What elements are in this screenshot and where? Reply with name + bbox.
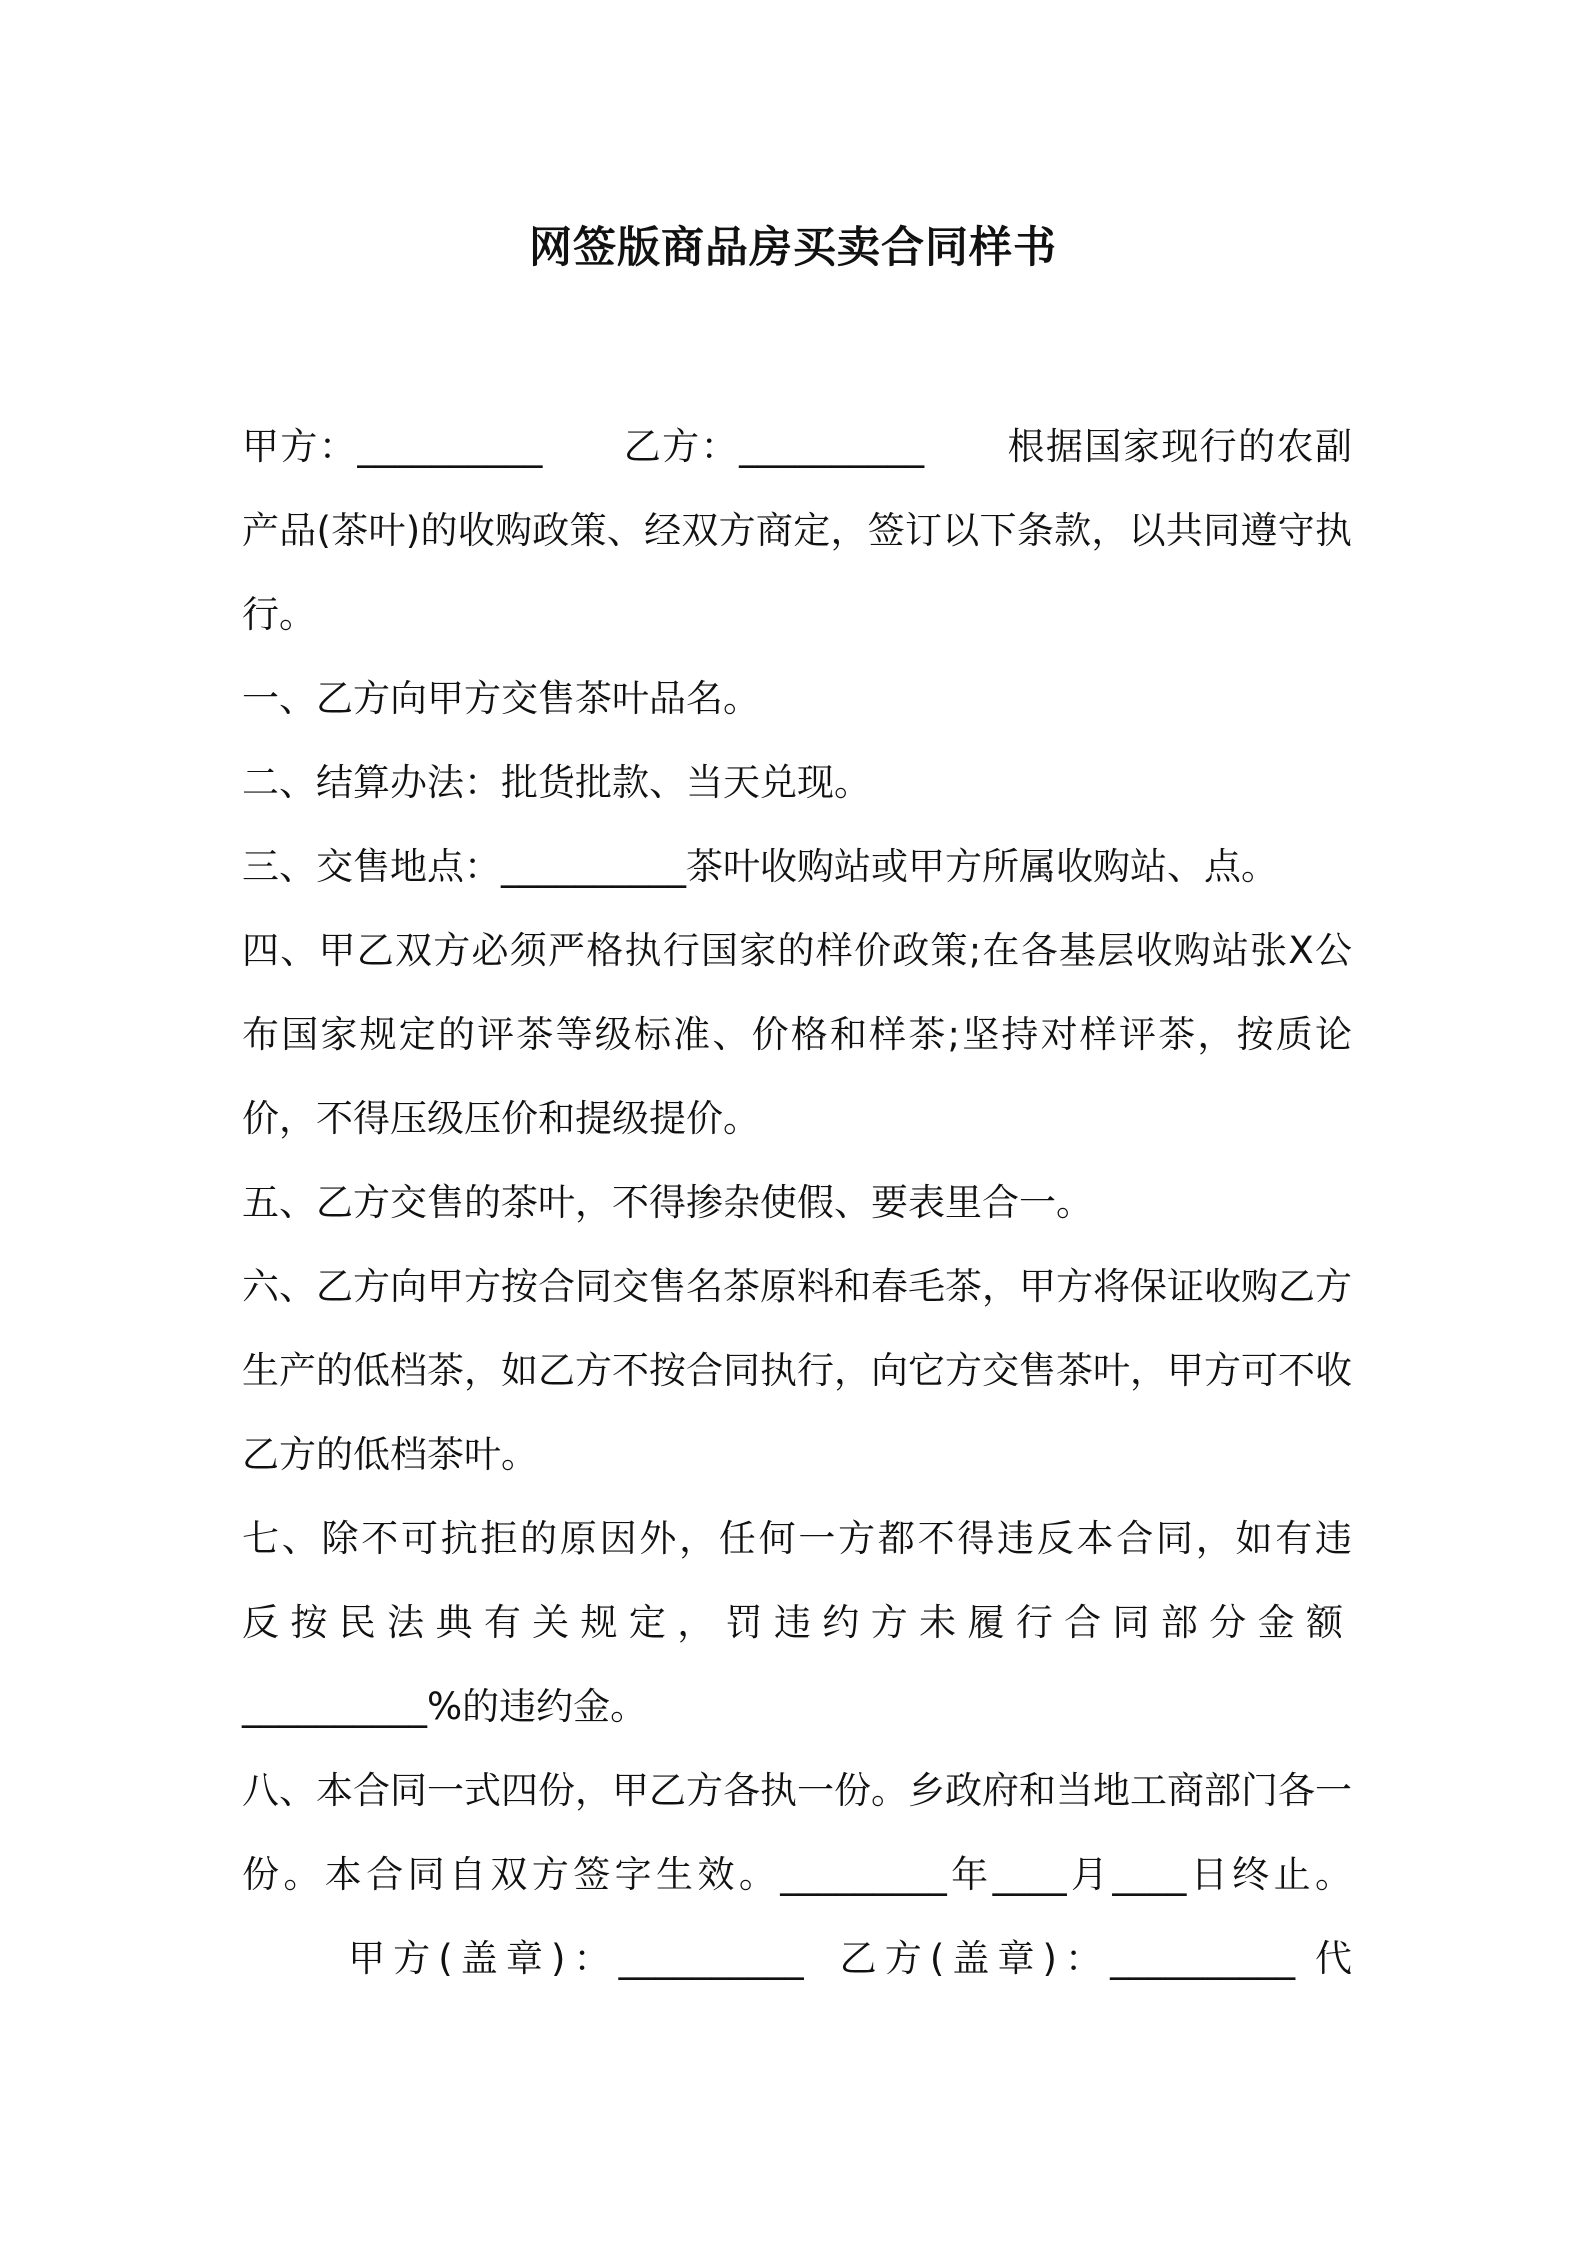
year-label: 年 [946, 1853, 993, 1896]
party-a-blank: __________ [357, 425, 543, 468]
seal-b-label: 乙方(盖章)： [831, 1937, 1111, 1980]
clause-7-line-3 [242, 1665, 1352, 1749]
day-label: 日终止。 [1186, 1853, 1353, 1896]
penalty-percent-blank: __________ [242, 1685, 427, 1728]
party-b-label: 乙方： [622, 425, 740, 468]
clause-5: 五、乙方交售的茶叶，不得掺杂使假、要表里合一。 [242, 1181, 1093, 1224]
seal-b-blank: __________ [1110, 1937, 1296, 1980]
clause-8 [242, 1749, 1352, 2001]
clause-7-line-2: 反按民法典有关规定，罚违约方未履行合同部分金额 [242, 1601, 1352, 1644]
day-blank: ____ [1112, 1853, 1187, 1896]
document-body [242, 405, 1352, 2001]
clause-3-head: 三、交售地点： [242, 845, 501, 888]
document-title: 网签版商品房买卖合同样书 [529, 223, 1057, 273]
clause-2: 二、结算办法：批货批款、当天兑现。 [242, 761, 871, 804]
clause-4: 四、甲乙双方必须严格执行国家的样价政策;在各基层收购站张X公布国家规定的评茶等级标准、价格和样茶;坚持对样评茶，按质论价，不得压级压价和提级提价。 [242, 929, 1352, 1140]
clause-3-tail: 茶叶收购站或甲方所属收购站、点。 [686, 845, 1278, 888]
clause-3 [242, 825, 1352, 909]
party-a-label: 甲方： [242, 425, 358, 468]
clause-1: 一、乙方向甲方交售茶叶品名。 [242, 677, 760, 720]
intro-text: 根据国家现行的农副产品(茶叶)的收购政策、经双方商定，签订以下条款，以共同遵守执行。 [242, 425, 1352, 636]
party-b-blank: __________ [739, 425, 925, 468]
month-blank: ____ [992, 1853, 1067, 1896]
location-blank: __________ [501, 845, 686, 888]
year-blank: _________ [780, 1853, 947, 1896]
clause-7-tail: %的违约金。 [427, 1685, 648, 1728]
clause-7-line-1: 七、除不可抗拒的原因外，任何一方都不得违反本合同，如有违 [242, 1517, 1352, 1560]
seal-a-blank: __________ [618, 1937, 804, 1980]
month-label: 月 [1066, 1853, 1113, 1896]
clause-6: 六、乙方向甲方按合同交售名茶原料和春毛茶，甲方将保证收购乙方生产的低档茶，如乙方不按合同执行，向它方交售茶叶，甲方可不收乙方的低档茶叶。 [242, 1265, 1352, 1476]
seal-a-label: 甲方(盖章)： [340, 1937, 619, 1980]
trailing-char: 代 [1315, 1937, 1353, 1980]
clause-8-head: 八、本合同一式四份，甲乙方各执一份。乡政府和当地工商部门各一份。本合同自双方签字生效。 [242, 1769, 1352, 1896]
intro-paragraph [242, 405, 1352, 657]
